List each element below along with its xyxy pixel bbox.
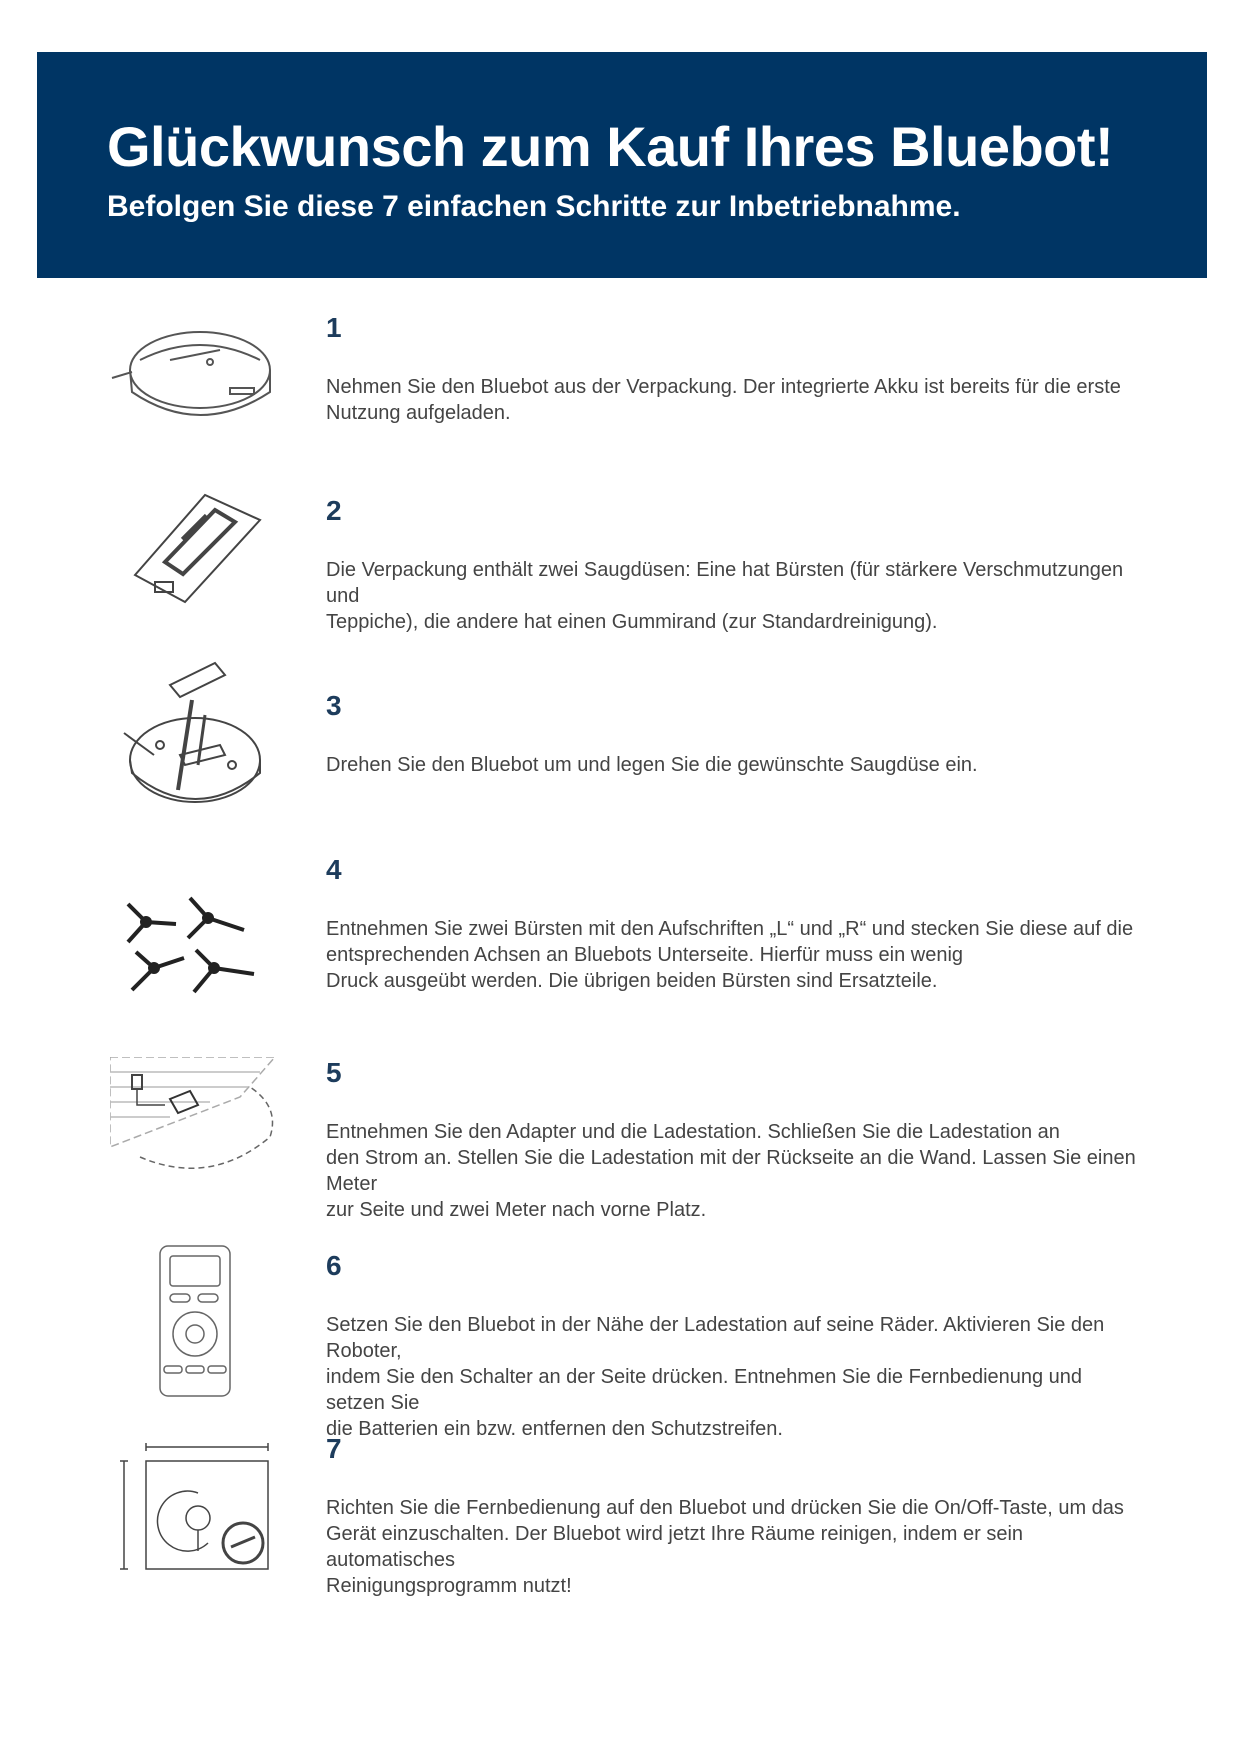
cleaning-room-icon [118, 1443, 278, 1573]
page-title: Glückwunsch zum Kauf Ihres Bluebot! [107, 115, 1114, 178]
step-text: Richten Sie die Fernbedienung auf den Bluebot und drücken Sie die On/Off-Taste, um das Gerät einzuschalten. Der Bluebot wird jetzt Ihre Räume reinigen, indem er sein automatisches Reinigungsprogramm nutzt! [326, 1497, 1124, 1597]
step-text: Entnehmen Sie den Adapter und die Ladestation. Schließen Sie die Ladestation an den Strom an. Stellen Sie die Ladestation mit der Rückseite an die Wand. Lassen Sie einen Meter zur Seite und zwei Meter nach vorne Platz. [326, 1121, 1136, 1221]
step-number: 3 [326, 690, 342, 721]
header-banner [37, 52, 1207, 278]
charging-station-icon [110, 1057, 280, 1177]
robot-vacuum-icon [110, 320, 280, 440]
step-text: Entnehmen Sie zwei Bürsten mit den Aufschriften „L“ und „R“ und stecken Sie diese auf die entsprechenden Achsen an Bluebots Unterseite. Hierfür muss ein wenig Druck ausgeübt werden. Die übrigen beiden Bürsten sind Ersatzteile. [326, 918, 1134, 992]
step-text: Die Verpackung enthält zwei Saugdüsen: Eine hat Bürsten (für stärkere Verschmutzungen und Teppiche), die andere hat einen Gummirand (zur Standardreinigung). [326, 559, 1124, 633]
step-number: 4 [326, 854, 342, 885]
step-number: 5 [326, 1057, 342, 1088]
step-number: 6 [326, 1250, 342, 1281]
step-number: 2 [326, 495, 342, 526]
suction-nozzle-icon [125, 490, 265, 610]
step-number: 7 [326, 1433, 342, 1464]
remote-control-icon [158, 1244, 234, 1400]
page-subtitle: Befolgen Sie diese 7 einfachen Schritte zur Inbetriebnahme. [107, 190, 961, 223]
step-number: 1 [326, 312, 342, 343]
side-brushes-icon [118, 894, 268, 999]
robot-underside-icon [120, 655, 270, 825]
step-text: Setzen Sie den Bluebot in der Nähe der Ladestation auf seine Räder. Aktivieren Sie den Roboter, indem Sie den Schalter an der Seite drücken. Entnehmen Sie die Fernbedienung und setzen Sie die Batterien ein bzw. entfernen den Schutzstreifen. [326, 1314, 1105, 1440]
step-text: Nehmen Sie den Bluebot aus der Verpackung. Der integrierte Akku ist bereits für die erste Nutzung aufgeladen. [326, 376, 1121, 424]
step-text: Drehen Sie den Bluebot um und legen Sie die gewünschte Saugdüse ein. [326, 754, 978, 776]
